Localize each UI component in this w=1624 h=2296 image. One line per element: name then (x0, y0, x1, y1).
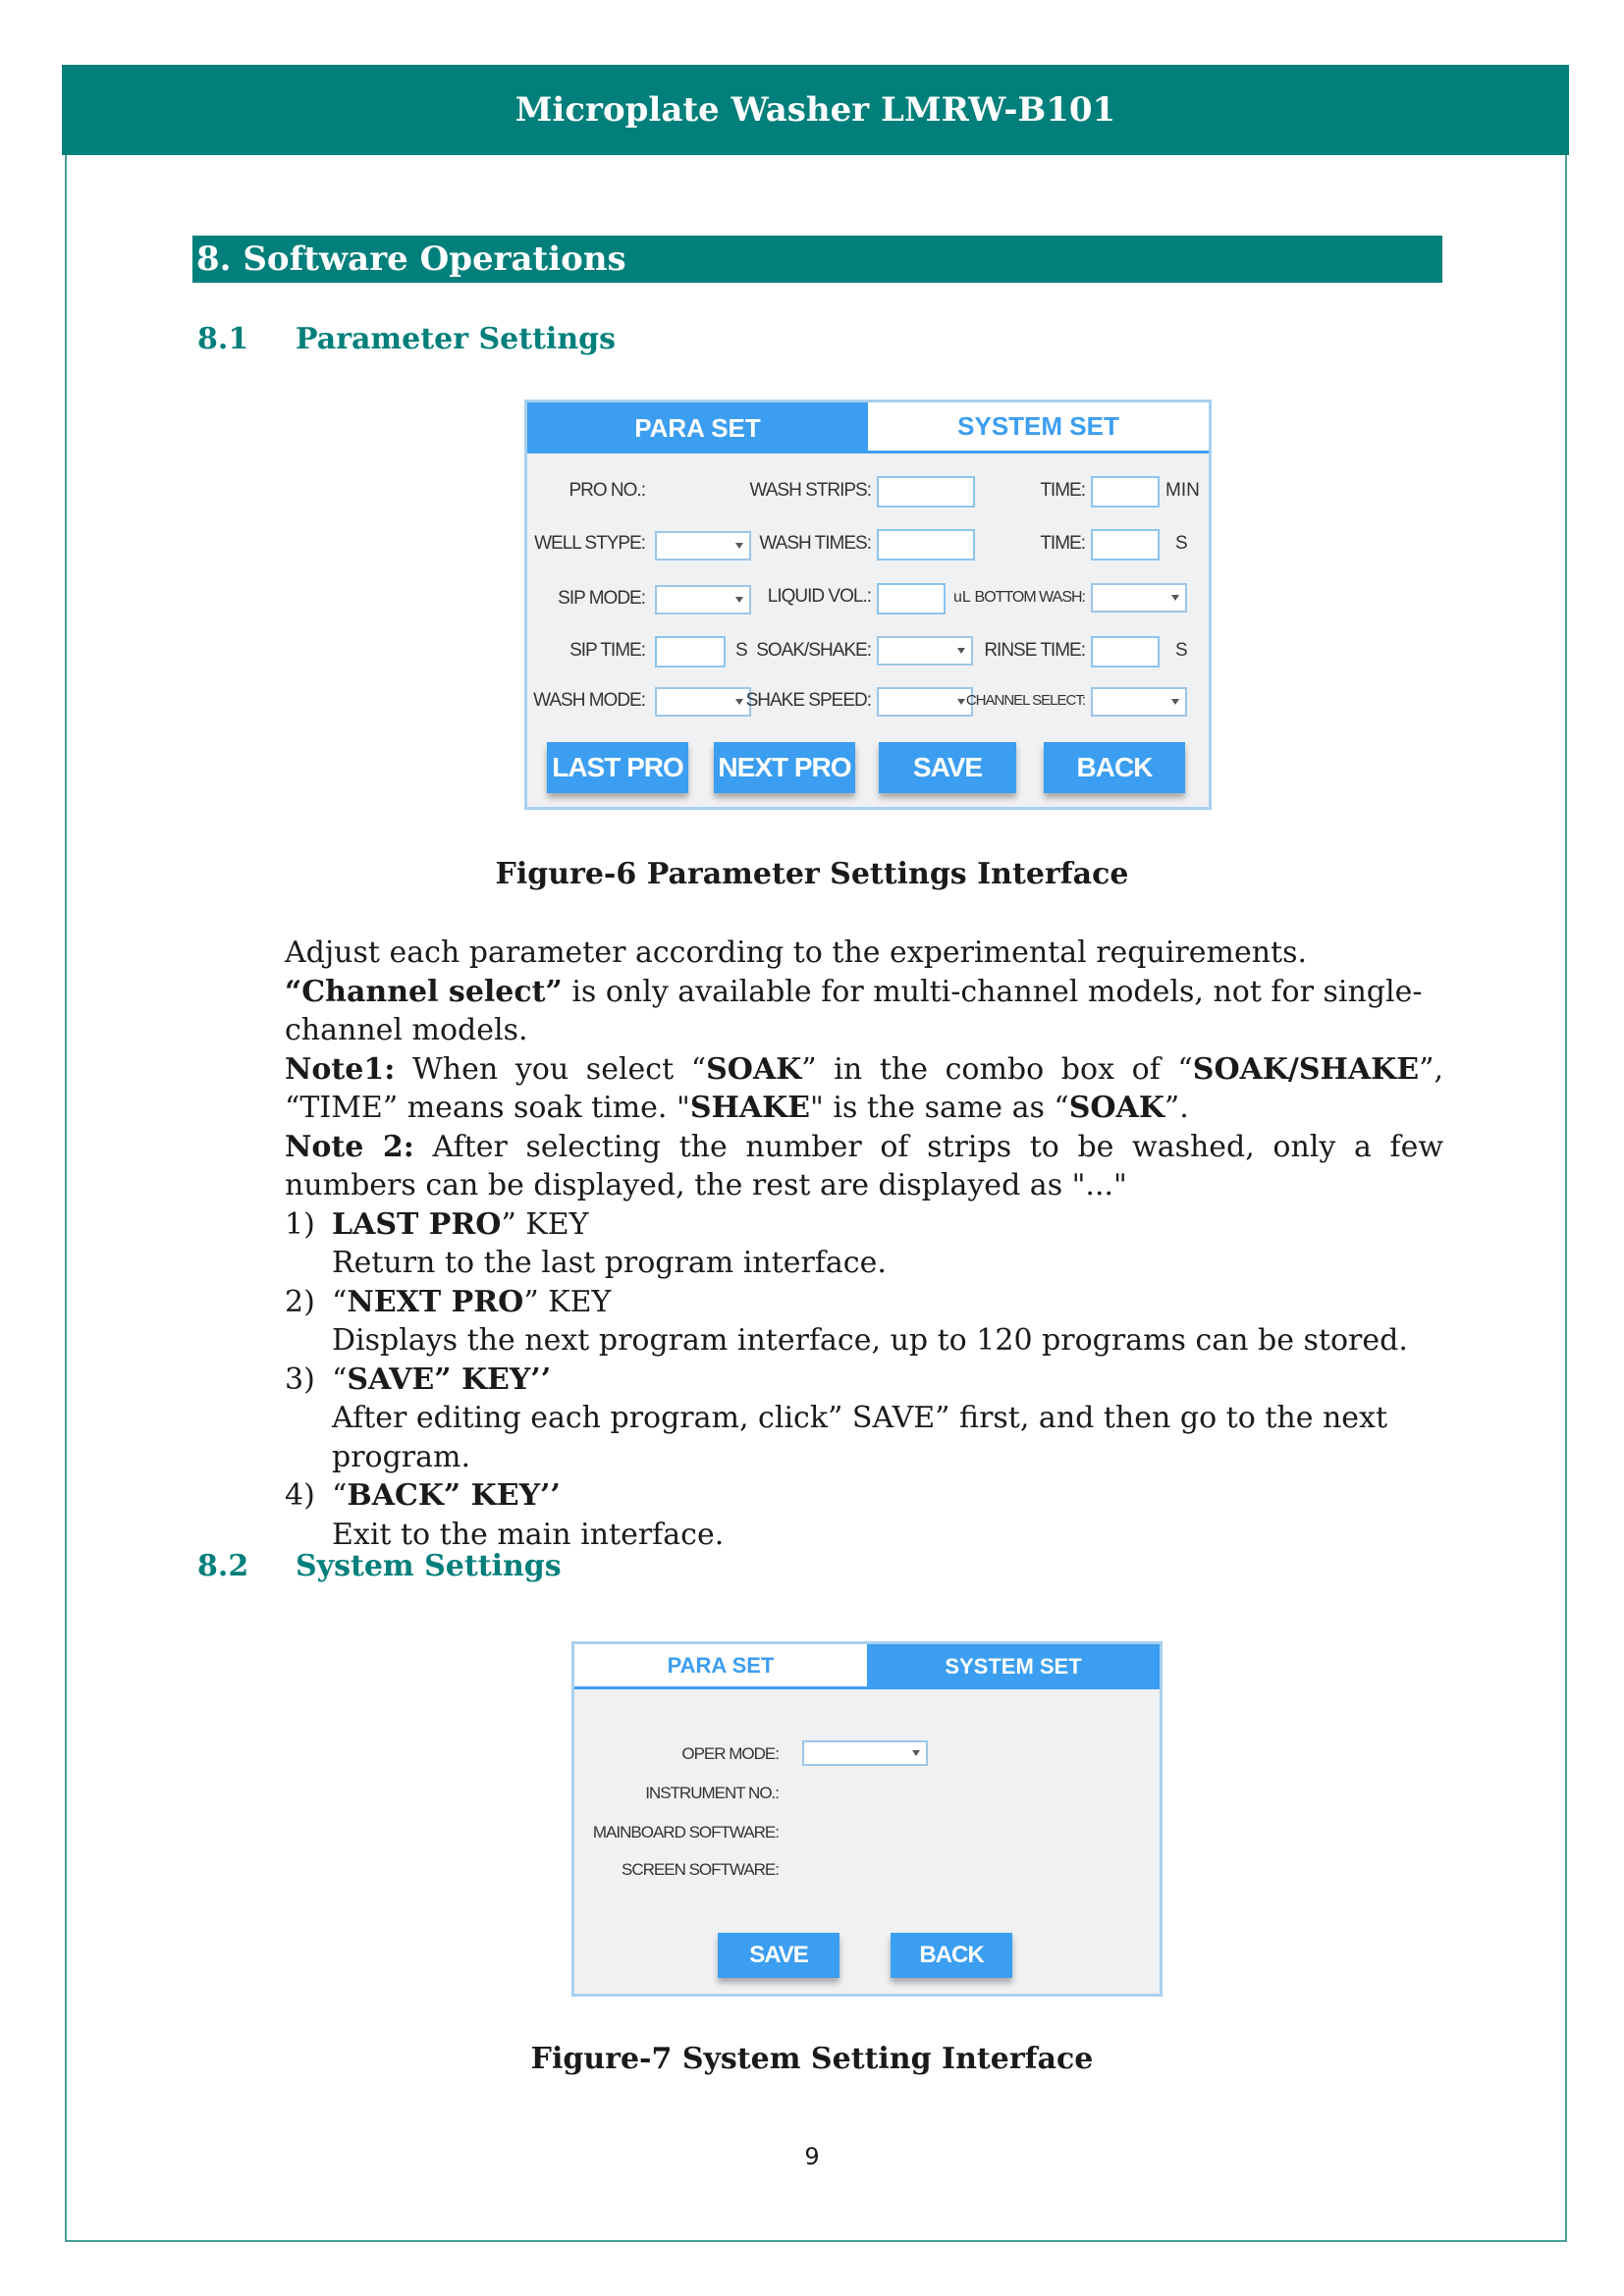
rinse-time-unit: S (1175, 640, 1188, 661)
page-header-title: Microplate Washer LMRW-B101 (514, 90, 1116, 130)
sip-mode-select[interactable] (655, 585, 751, 614)
list-description: Displays the next program interface, up to 120 programs can be stored. (332, 1323, 1408, 1358)
back-button[interactable]: BACK (1044, 742, 1185, 793)
list-title (332, 1283, 611, 1322)
instrument-no-label: INSTRUMENT NO.: (645, 1784, 779, 1802)
note-text: ”, “TIME” means soak time. " (285, 1051, 1443, 1125)
tab-system-set[interactable]: SYSTEM SET (867, 1644, 1160, 1689)
key-suffix: ” KEY (523, 1284, 612, 1319)
wash-mode-label: WASH MODE: (533, 690, 645, 711)
chevron-down-icon (735, 597, 743, 603)
channel-select-term: “Channel select” (285, 974, 563, 1009)
note-term: SOAK/SHAKE (1192, 1051, 1420, 1087)
chevron-down-icon (912, 1750, 920, 1756)
back-button[interactable]: BACK (891, 1933, 1012, 1978)
list-description: After editing each program, click” SAVE” first, and then go to the next program. (332, 1401, 1388, 1474)
well-stype-select[interactable] (655, 531, 751, 561)
tab-system-set[interactable]: SYSTEM SET (868, 402, 1209, 454)
tab-para-set[interactable]: PARA SET (527, 402, 868, 454)
note-text: After selecting the number of strips to be washed, only a few numbers can be displayed, the rest are displayed as "..." (285, 1129, 1443, 1202)
note-term: SHAKE (689, 1091, 811, 1125)
quote-mark: “ (332, 1362, 348, 1397)
pro-no-label: PRO NO.: (568, 480, 645, 501)
page-number: 9 (804, 2143, 820, 2170)
note-text: When you select “ (395, 1051, 707, 1087)
sip-mode-label: SIP MODE: (558, 588, 645, 609)
list-item (285, 1205, 1443, 1245)
paragraph-channel-select (285, 973, 1443, 1050)
list-item (285, 1361, 1443, 1400)
well-stype-label: WELL STYPE: (534, 533, 645, 554)
wash-strips-label: WASH STRIPS: (749, 480, 871, 501)
quote-mark: “ (332, 1478, 348, 1513)
list-number: 3) (285, 1362, 315, 1397)
liquid-vol-label: LIQUID VOL.: (767, 586, 871, 607)
sip-time-unit: S (735, 640, 748, 661)
time-label-2: TIME: (1040, 533, 1085, 554)
subsection-heading-parameter (197, 322, 616, 356)
panel-tabs (574, 1644, 1160, 1689)
oper-mode-select[interactable] (802, 1740, 928, 1766)
sip-time-input[interactable] (655, 636, 726, 667)
time-unit-min: MIN (1165, 480, 1200, 501)
key-suffix: ” KEY (501, 1206, 589, 1242)
key-name: LAST PRO (332, 1206, 502, 1242)
channel-select-label: CHANNEL SELECT: (965, 692, 1085, 709)
last-pro-button[interactable]: LAST PRO (547, 742, 688, 793)
quote-mark: “ (332, 1284, 348, 1319)
chevron-down-icon (1171, 595, 1179, 601)
note-text: ”. (1164, 1091, 1189, 1125)
save-button[interactable]: SAVE (879, 742, 1016, 793)
list-description: Exit to the main interface. (332, 1517, 725, 1552)
list-number: 2) (285, 1284, 315, 1319)
liquid-vol-unit: uL (953, 589, 971, 606)
note-2-label: Note 2: (285, 1129, 414, 1164)
chevron-down-icon (735, 699, 743, 705)
save-button[interactable]: SAVE (718, 1933, 839, 1978)
paragraph-intro: Adjust each parameter according to the experimental requirements. (285, 935, 1308, 970)
list-item (285, 1283, 1443, 1322)
subsection-number: 8.2 (197, 1549, 249, 1583)
oper-mode-label: OPER MODE: (681, 1744, 779, 1763)
note-1 (285, 1050, 1443, 1128)
key-name: BACK” KEY’’ (347, 1478, 561, 1513)
chevron-down-icon (735, 543, 743, 549)
subsection-heading-system (197, 1549, 562, 1583)
shake-speed-label: SHAKE SPEED: (745, 690, 871, 711)
list-title (332, 1205, 588, 1245)
panel-tabs (527, 402, 1209, 454)
rinse-time-input[interactable] (1091, 636, 1160, 667)
liquid-vol-input[interactable] (877, 583, 946, 614)
mainboard-software-label: MAINBOARD SOFTWARE: (592, 1823, 779, 1842)
system-settings-panel (571, 1641, 1163, 1997)
sip-time-label: SIP TIME: (569, 640, 645, 661)
list-number: 4) (285, 1478, 315, 1513)
key-name: SAVE” KEY’’ (347, 1362, 552, 1397)
rinse-time-label: RINSE TIME: (984, 640, 1085, 661)
bottom-wash-label: BOTTOM WASH: (974, 589, 1085, 606)
key-name: NEXT PRO (347, 1284, 524, 1319)
wash-times-label: WASH TIMES: (759, 533, 871, 554)
list-title (332, 1476, 561, 1516)
tab-para-set[interactable]: PARA SET (574, 1644, 867, 1689)
subsection-title: System Settings (296, 1549, 562, 1583)
note-term: SOAK (706, 1051, 802, 1087)
time-label-1: TIME: (1040, 480, 1085, 501)
para-settings-panel (524, 400, 1212, 810)
figure-6-caption: Figure-6 Parameter Settings Interface (495, 857, 1129, 891)
chevron-down-icon (1171, 699, 1179, 705)
paragraph-text: is only available for multi-channel models, not for single-channel models. (285, 974, 1423, 1047)
subsection-number: 8.1 (197, 322, 249, 356)
next-pro-button[interactable]: NEXT PRO (714, 742, 855, 793)
time-unit-s: S (1175, 533, 1188, 554)
channel-select-select[interactable] (1091, 687, 1187, 717)
wash-mode-select[interactable] (655, 687, 751, 717)
note-2 (285, 1128, 1443, 1205)
subsection-title: Parameter Settings (296, 322, 617, 356)
screen-software-label: SCREEN SOFTWARE: (622, 1860, 779, 1879)
list-title (332, 1361, 551, 1400)
note-term: SOAK (1068, 1091, 1164, 1125)
time-input-2[interactable] (1091, 529, 1160, 561)
bottom-wash-select[interactable] (1091, 583, 1187, 613)
soak-shake-label: SOAK/SHAKE: (756, 640, 871, 661)
time-input-1[interactable] (1091, 476, 1160, 507)
list-item (285, 1476, 1443, 1516)
note-text: ” in the combo box of “ (801, 1051, 1193, 1087)
list-description: Return to the last program interface. (332, 1246, 887, 1280)
note-text: " is the same as “ (810, 1091, 1069, 1125)
body-text (285, 934, 1443, 1554)
note-1-label: Note1: (285, 1051, 396, 1087)
section-title: 8. Software Operations (196, 240, 626, 279)
figure-7-caption: Figure-7 System Setting Interface (530, 2042, 1094, 2076)
list-number: 1) (285, 1206, 315, 1242)
